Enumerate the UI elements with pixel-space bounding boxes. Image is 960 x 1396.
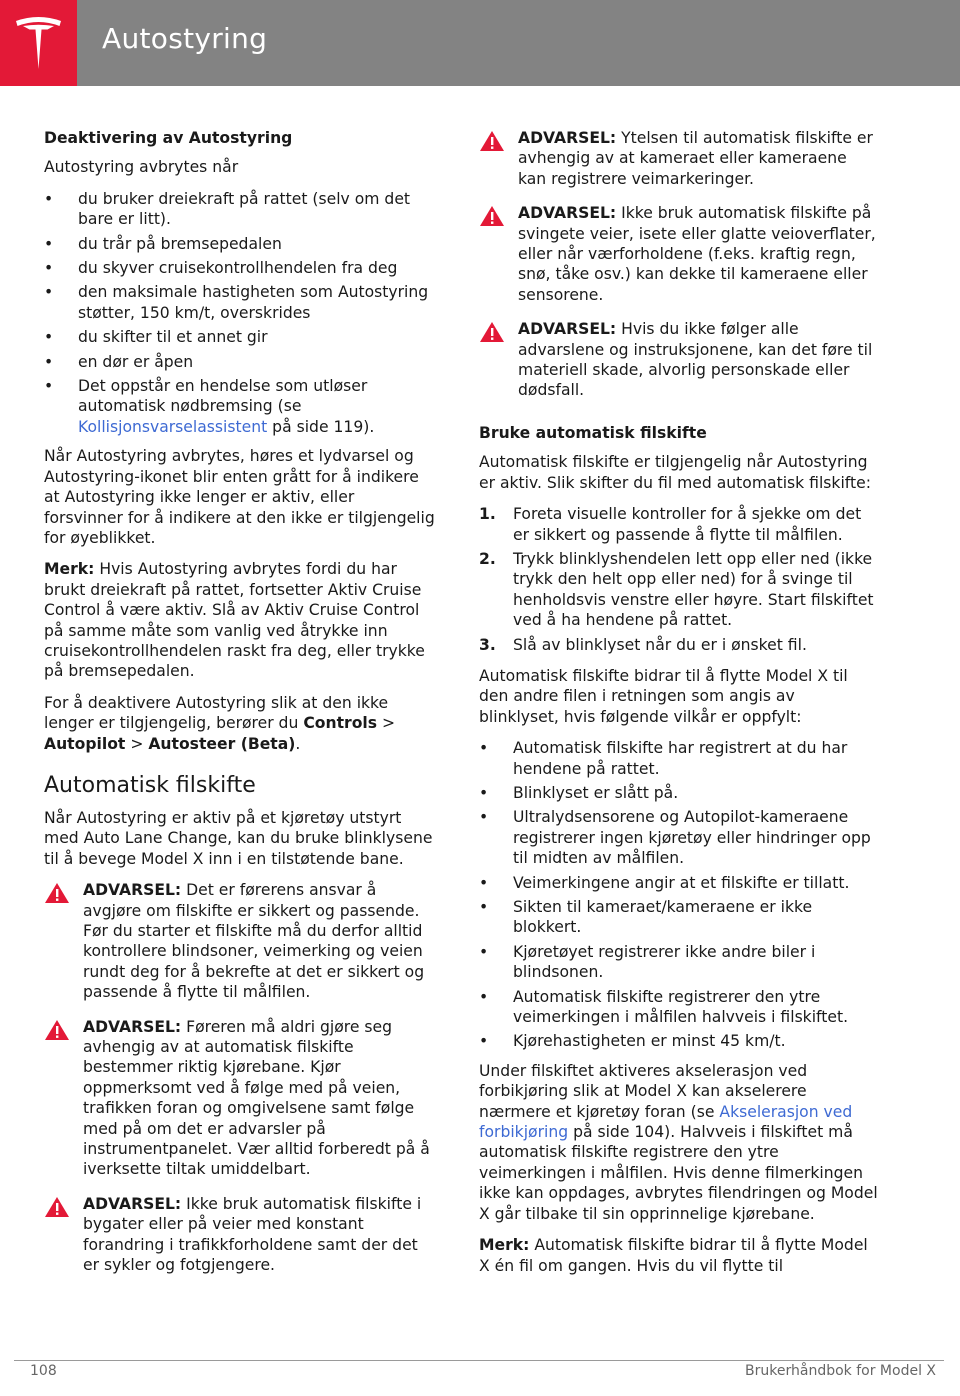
list-item: • Automatisk filskifte registrerer den ytre veimerkingen i målfilen halvveis i filskiftet. <box>479 987 879 1028</box>
link-akselerasjon-ved-forbikjoring[interactable]: Akselerasjon ved forbikjøring <box>479 1102 853 1142</box>
numbered-list <box>479 504 879 655</box>
warning <box>479 128 879 189</box>
warning <box>44 880 438 1002</box>
warning-label: ADVARSEL: <box>518 320 617 339</box>
list-item: • Ultralydsensorene og Autopilot-kameraene registrerer ingen kjøretøy eller hindringer opp til midten av målfilen. <box>479 807 879 868</box>
warning <box>479 319 879 401</box>
right-column <box>479 128 879 1287</box>
page-header <box>0 0 960 86</box>
note <box>479 1235 879 1276</box>
warning-label: ADVARSEL: <box>83 881 182 900</box>
warning-text: Det er førerens ansvar å avgjøre om filskifte er sikkert og passende. Før du starter et filskifte må du derfor alltid kontrollere blindsoner, veimerking og veien rundt deg for å bekrefte at det er sikkert og passende å flytte til målfilen. <box>83 881 425 1002</box>
step-text: Trykk blinklyshendelen lett opp eller ned (ikke trykk den helt opp eller ned) for å svinge til henholdsvis venstre eller høyre. Start filskiftet ved å ha hendene på rattet. <box>513 549 874 630</box>
list-item <box>479 504 879 545</box>
warning-label: ADVARSEL: <box>518 129 617 147</box>
note-label: Merk: <box>479 1236 530 1255</box>
menu-path-autosteer: Autosteer (Beta) <box>148 734 296 753</box>
warning <box>479 203 879 305</box>
warning-icon <box>479 321 505 343</box>
section-heading: Deaktivering av Autostyring <box>44 129 293 147</box>
text-fragment: på side 119). <box>267 417 375 436</box>
list-item: • Sikten til kameraet/kameraene er ikke blokkert. <box>479 897 879 938</box>
warning-text: Føreren må aldri gjøre seg avhengig av at automatisk filskifte bestemmer riktig kjørebane. Kjør oppmerksomt ved å følge med på veien, trafikken foran og omgivelsene samt følge med på om det er advarsler på instrumentpanelet. Vær alltid forberedt på å iverksette tiltak umiddelbart. <box>83 1017 430 1179</box>
warning-icon <box>44 882 70 904</box>
menu-path-controls: Controls <box>303 714 378 733</box>
step-text: Slå av blinklyset når du er i ønsket fil. <box>513 635 807 654</box>
footer-divider <box>14 1360 944 1361</box>
warning-icon <box>44 1196 70 1218</box>
paragraph <box>44 693 438 754</box>
list-item: • du skifter til et annet gir <box>44 327 438 347</box>
list-item <box>479 549 879 631</box>
text-fragment: > <box>377 714 396 733</box>
section-heading: Bruke automatisk filskifte <box>479 423 707 442</box>
list-item: • Blinklyset er slått på. <box>479 783 879 803</box>
menu-path-autopilot: Autopilot <box>44 734 126 753</box>
page-title: Autostyring <box>102 22 268 55</box>
paragraph <box>479 1061 879 1224</box>
footer-title: Brukerhåndbok for Model X <box>745 1363 936 1379</box>
list-item: • den maksimale hastigheten som Autostyring støtter, 150 km/t, overskrides <box>44 282 438 323</box>
page-number: 108 <box>30 1363 57 1379</box>
warning-icon <box>479 205 505 227</box>
text-fragment: Det oppstår en hendelse som utløser automatisk nødbremsing (se <box>78 377 368 416</box>
warning-text: Ikke bruk automatisk filskifte på svingete veier, isete eller glatte veioverflater, eller når værforholdene (f.eks. kraftig regn, snø, tåke osv.) kan dekke til kameraene eller sensorene. <box>518 204 876 304</box>
warning-label: ADVARSEL: <box>83 1017 182 1036</box>
link-kollisjonsvarselassistent[interactable]: Kollisjonsvarselassistent <box>78 417 268 436</box>
warning-text: Hvis du ikke følger alle advarslene og instruksjonene, kan det føre til materiell skade, alvorlig personskade eller dødsfall. <box>518 320 873 400</box>
text-fragment: > <box>125 734 149 753</box>
warning-icon <box>44 1019 70 1041</box>
list-item: • Kjøretøyet registrerer ikke andre biler i blindsonen. <box>479 942 879 983</box>
warning-label: ADVARSEL: <box>83 1194 182 1213</box>
text-fragment: Under filskiftet aktiveres akselerasjon ved forbikjøring slik at Model X kan akselerere nærmere et kjøretøy foran (se <box>479 1061 808 1121</box>
warning-label: ADVARSEL: <box>518 204 617 223</box>
paragraph: Automatisk filskifte er tilgjengelig når Autostyring er aktiv. Slik skifter du fil med automatisk filskifte: <box>479 453 871 492</box>
list-item <box>44 376 438 437</box>
list-item: • Kjørehastigheten er minst 45 km/t. <box>479 1031 879 1051</box>
paragraph: Når Autostyring er aktiv på et kjøretøy utstyrt med Auto Lane Change, kan du bruke blinklysene til å bevege Model X inn i en tilstøtende bane. <box>44 808 433 868</box>
section-title: Automatisk filskifte <box>44 772 256 798</box>
step-text: Foreta visuelle kontroller for å sjekke om det er sikkert og passende å flytte til målfilen. <box>513 505 862 544</box>
text-fragment: For å deaktivere Autostyring slik at den ikke lenger er tilgjengelig, berører du <box>44 693 389 733</box>
list-item: • du trår på bremsepedalen <box>44 234 438 254</box>
step-number: 2. <box>479 549 496 568</box>
list-item: • Automatisk filskifte har registrert at du har hendene på rattet. <box>479 738 879 779</box>
paragraph: Automatisk filskifte bidrar til å flytte Model X til den andre filen i retningen som angis av blinklyset, hvis følgende vilkår er oppfylt: <box>479 666 848 726</box>
tesla-logo-icon <box>13 14 64 70</box>
text-fragment: på side 104). Halvveis i filskiftet må automatisk filskifte registrere den ytre veimerkingen i målfilen. Hvis denne filmerkingen ikke kan oppdages, avbrytes filendringen og Model X går tilbake til sin opprinnelige kjørebane. <box>479 1123 878 1223</box>
bullet-list <box>479 738 879 1052</box>
note <box>44 559 438 681</box>
list-item: • en dør er åpen <box>44 352 438 372</box>
warning-text: Ikke bruk automatisk filskifte i bygater eller på veier med konstant forandring i trafikkforholdene samt der det er sykler og fotgjengere. <box>83 1194 422 1275</box>
step-number: 1. <box>479 505 496 524</box>
paragraph: Autostyring avbrytes når <box>44 158 239 177</box>
note-label: Merk: <box>44 560 95 579</box>
note-text: Hvis Autostyring avbrytes fordi du har brukt dreiekraft på rattet, fortsetter Aktiv Cruise Control å være aktiv. Slå av Aktiv Cruise Control på samme måte som vanlig ved åtrykke inn cruisekontrollhendelen raskt fra deg, eller trykke på bremsepedalen. <box>44 560 425 681</box>
list-item: • Veimerkingene angir at et filskifte er tillatt. <box>479 873 879 893</box>
list-item: • du skyver cruisekontrollhendelen fra deg <box>44 258 438 278</box>
warning <box>44 1017 438 1180</box>
list-item <box>479 635 879 655</box>
bullet-list <box>44 189 438 437</box>
text-fragment: . <box>295 734 301 753</box>
left-column <box>44 128 438 1290</box>
list-item: • du bruker dreiekraft på rattet (selv om det bare er litt). <box>44 189 438 230</box>
paragraph: Når Autostyring avbrytes, høres et lydvarsel og Autostyring-ikonet blir enten grått for å indikere at Autostyring ikke lenger er aktiv, eller forsvinner for å indikere at den ikke er tilgjengelig for øyeblikket. <box>44 447 435 547</box>
brand-logo <box>0 0 77 86</box>
warning-icon <box>479 130 505 152</box>
warning <box>44 1194 438 1276</box>
note-text: Automatisk filskifte bidrar til å flytte Model X én fil om gangen. Hvis du vil flytte til <box>479 1236 868 1275</box>
step-number: 3. <box>479 635 496 654</box>
warning-text: Ytelsen til automatisk filskifte er avhengig av at kameraet eller kameraene kan registrere veimarkeringer. <box>518 129 873 188</box>
